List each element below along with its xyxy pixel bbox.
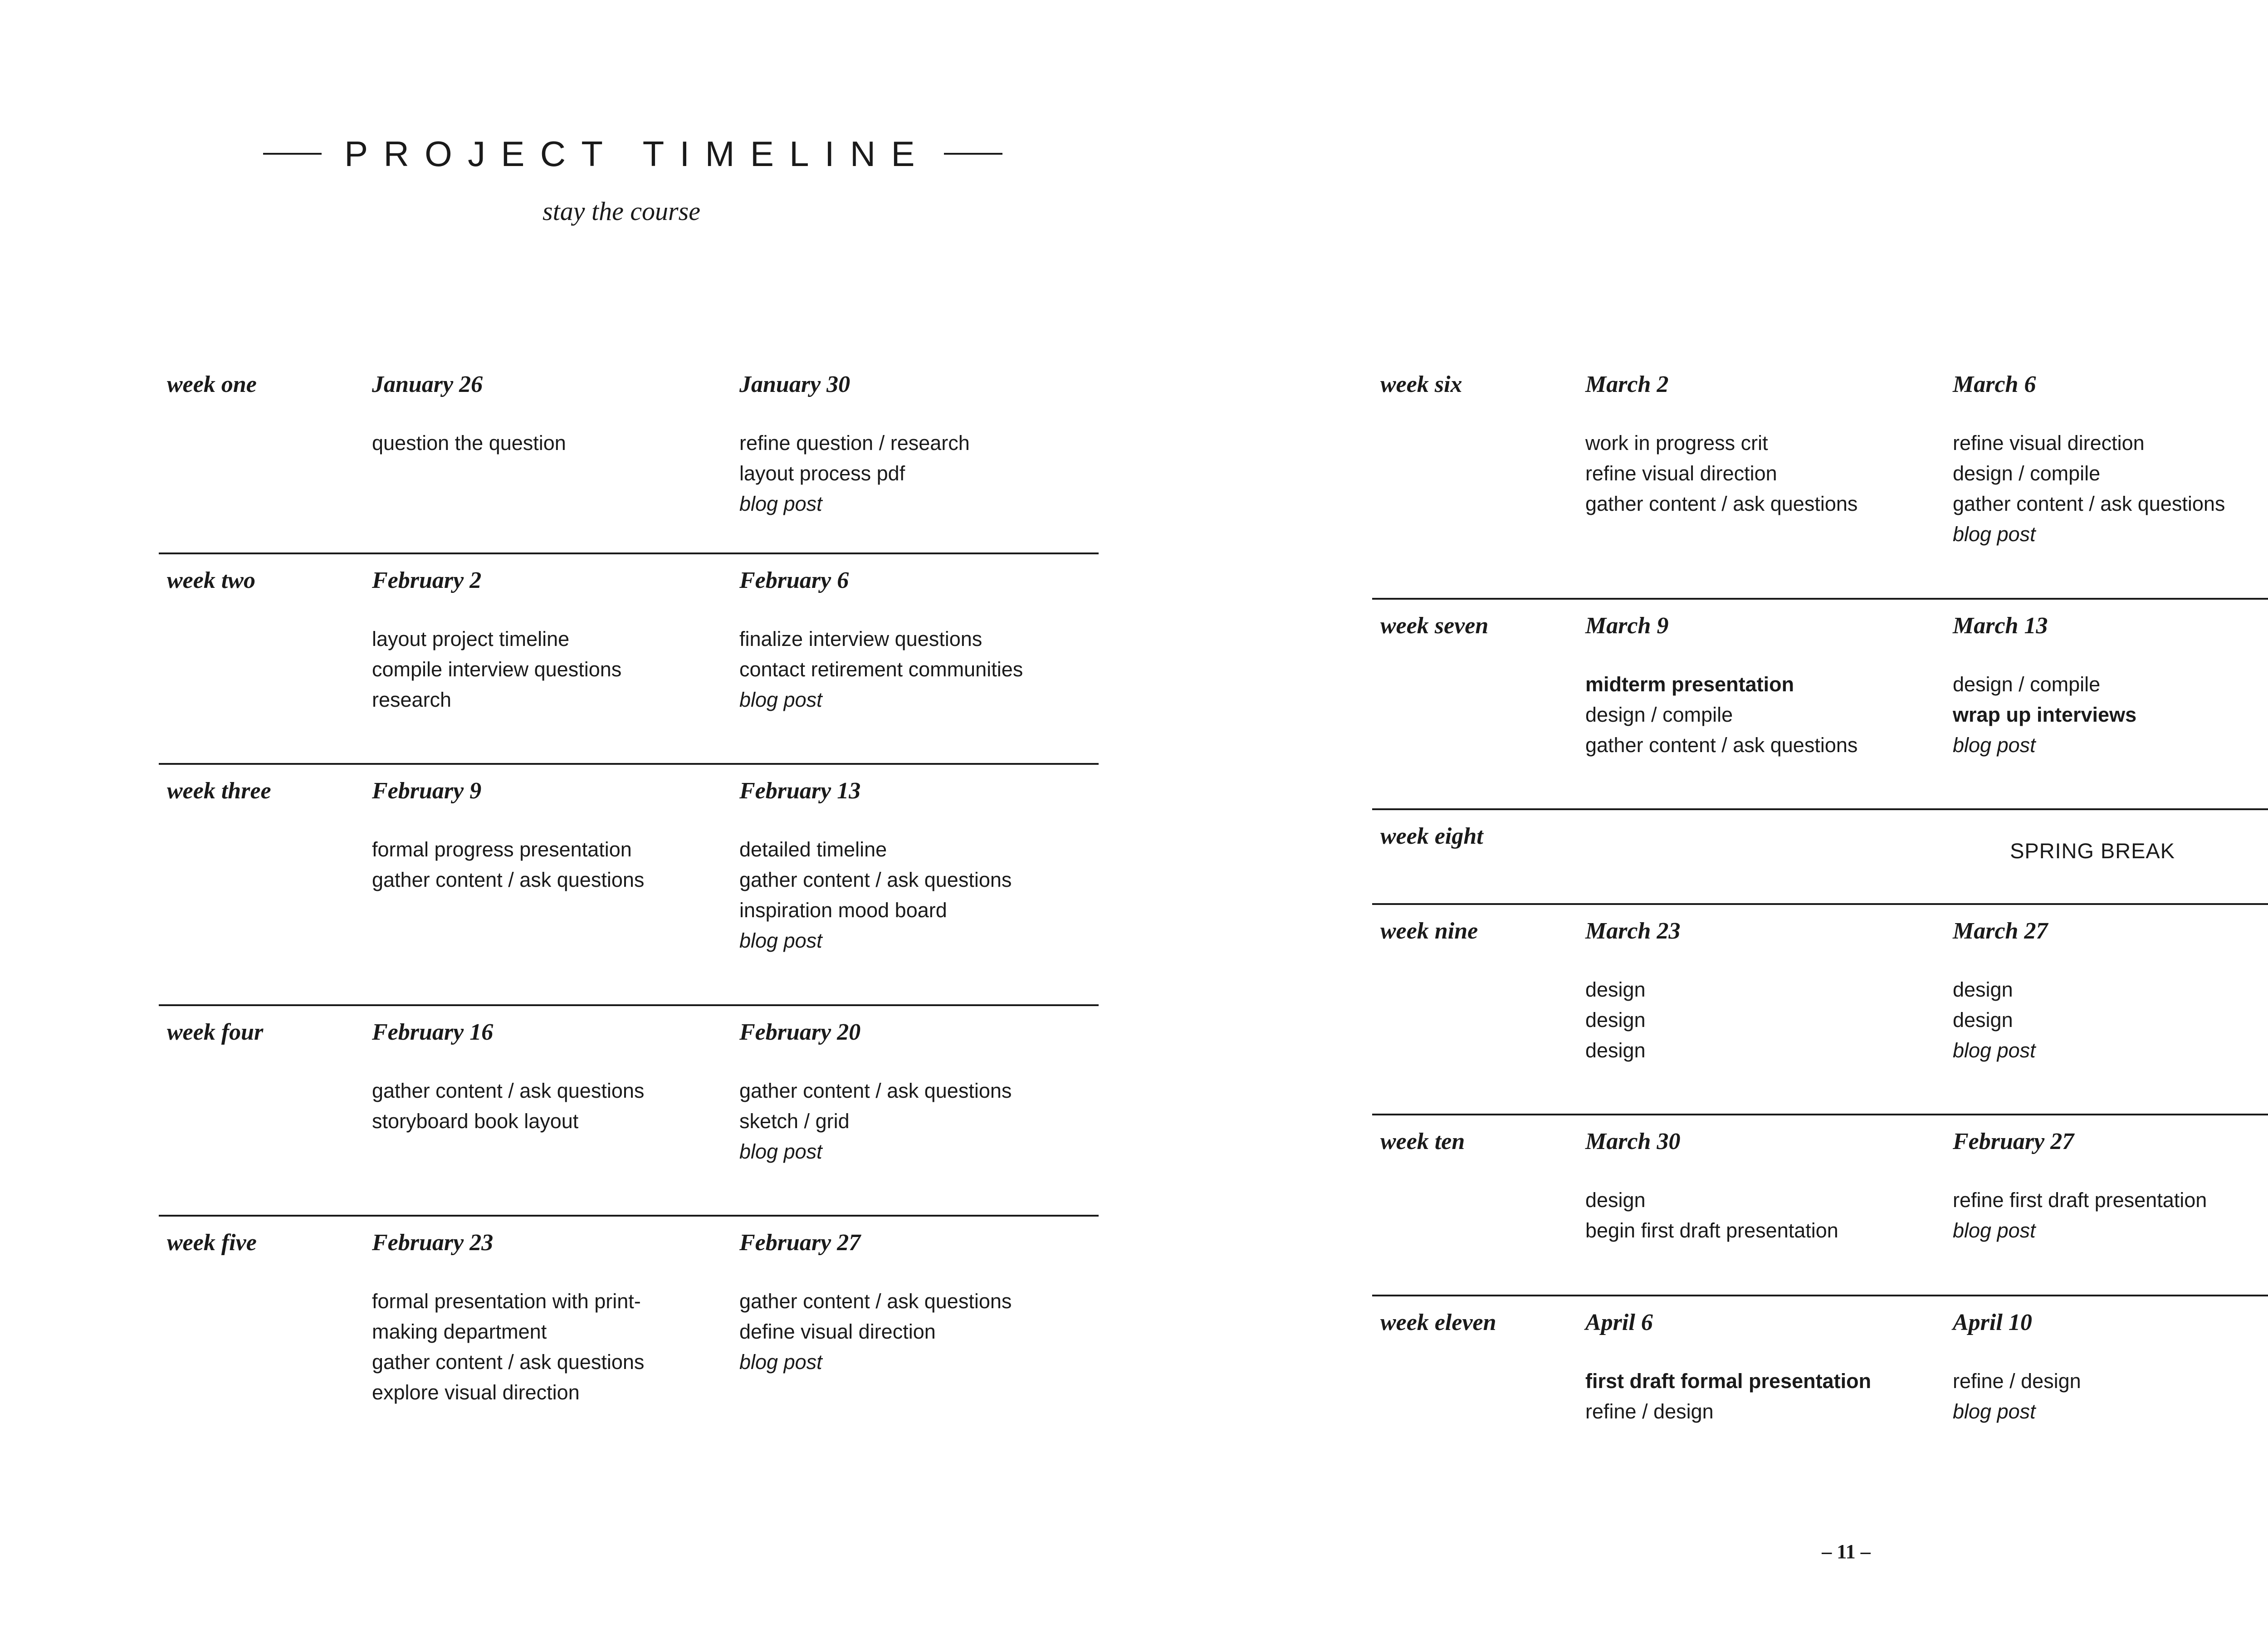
week-label: week four [167,1019,264,1045]
task-item: compile interview questions [372,658,622,681]
day-column [372,1019,735,1136]
task-item: layout project timeline [372,627,570,650]
task-item: contact retirement communities [739,658,1023,681]
task-list [739,834,1102,956]
task-list [1585,669,1948,760]
day-column [739,567,1102,715]
week-row [1372,1296,2268,1478]
task-list [372,1076,735,1136]
title-rule-right [944,153,1002,155]
day-column [372,567,735,715]
task-item: blog post [739,688,822,711]
task-list [739,428,1102,519]
task-item: wrap up interviews [1953,703,2137,726]
page-subtitle: stay the course [543,196,700,226]
title-row [263,134,1002,174]
day-date: February 20 [739,1019,861,1045]
day-date: April 6 [1585,1310,1653,1335]
task-item: gather content / ask questions [1585,733,1858,757]
task-item: blog post [1953,733,2036,757]
day-date: March 30 [1585,1129,1681,1154]
day-date: March 6 [1953,372,2036,397]
week-label: week three [167,778,271,804]
title-rule-left [263,153,322,155]
week-row [159,554,1099,765]
week-label: week six [1380,372,1462,397]
week-row [1372,600,2268,810]
day-column [372,777,735,895]
task-item: gather content / ask questions [739,1290,1012,1313]
task-list [1953,974,2268,1066]
task-item: work in progress crit [1585,431,1768,455]
day-date: February 6 [739,567,849,593]
task-list [1585,974,1948,1066]
day-column [1585,371,1948,519]
task-item: blog post [1953,1400,2036,1423]
task-item: formal progress presentation [372,838,632,861]
day-column [1953,1128,2268,1246]
day-column [1953,918,2268,1066]
day-date: January 26 [372,372,483,397]
task-item: blog post [739,1350,822,1374]
task-item: gather content / ask questions [372,1350,645,1374]
day-date: February 27 [739,1230,861,1256]
task-list [1953,428,2268,549]
task-item: design [1585,1188,1646,1212]
week-label: week nine [1380,918,1478,944]
day-column [372,371,735,458]
day-date: March 27 [1953,918,2048,944]
day-date: February 23 [372,1230,494,1256]
timeline-right [1372,358,2268,1478]
week-row [1372,810,2268,905]
day-column [1585,1128,1948,1246]
task-item: begin first draft presentation [1585,1219,1838,1242]
task-list [372,1286,735,1408]
task-item: gather content / ask questions [739,1079,1012,1102]
day-date: February 13 [739,778,861,804]
day-column [1953,612,2268,760]
task-list [1585,428,1948,519]
task-item: design / compile [1953,673,2101,696]
task-item: gather content / ask questions [739,868,1012,891]
task-item: blog post [739,929,822,952]
page-heading [263,134,1002,226]
week-label: week ten [1380,1129,1465,1154]
task-item: layout process pdf [739,462,905,485]
task-item: design [1585,978,1646,1001]
task-list [372,624,735,715]
task-item: making department [372,1320,547,1343]
week-row [159,1006,1099,1217]
task-item: blog post [1953,523,2036,546]
task-item: gather content / ask questions [1585,492,1858,515]
timeline-left [159,358,1099,1416]
week-row [159,765,1099,1006]
task-list [1585,1185,1948,1246]
day-column [739,1229,1102,1377]
task-item: blog post [739,1140,822,1163]
task-item: design / compile [1953,462,2101,485]
day-column [1953,371,2268,549]
task-item: midterm presentation [1585,673,1794,696]
day-column [1585,612,1948,760]
day-column [1953,1309,2268,1427]
week-row [159,358,1099,554]
day-date: March 23 [1585,918,1681,944]
task-item: refine first draft presentation [1953,1188,2207,1212]
page-number: – 11 – [1822,1540,1871,1563]
day-column [1585,918,1948,1066]
task-item: blog post [1953,1039,2036,1062]
right-page [1225,0,2268,1633]
spring-break-label: SPRING BREAK [2010,839,2175,863]
task-item: storyboard book layout [372,1110,579,1133]
task-item: blog post [739,492,822,515]
task-item: design [1953,1008,2013,1032]
day-date: March 2 [1585,372,1669,397]
task-item: formal presentation with print- [372,1290,641,1313]
day-date: March 13 [1953,613,2048,639]
task-item: refine / design [1953,1369,2081,1393]
day-column [1585,1309,1948,1427]
task-item: refine visual direction [1585,462,1777,485]
task-item: research [372,688,452,711]
day-column [372,1229,735,1408]
day-date: February 9 [372,778,482,804]
week-label: week seven [1380,613,1489,639]
task-item: design / compile [1585,703,1733,726]
task-item: refine question / research [739,431,970,455]
day-column [739,1019,1102,1167]
task-item: design [1953,978,2013,1001]
task-item: refine visual direction [1953,431,2145,455]
task-list [1953,1185,2268,1246]
task-item: detailed timeline [739,838,887,861]
task-item: define visual direction [739,1320,936,1343]
task-list [372,428,735,458]
day-column [739,371,1102,519]
task-item: design [1585,1008,1646,1032]
task-item: inspiration mood board [739,899,947,922]
task-item: explore visual direction [372,1381,580,1404]
week-row [1372,358,2268,600]
task-item: refine / design [1585,1400,1714,1423]
week-label: week five [167,1230,257,1256]
task-item: first draft formal presentation [1585,1369,1872,1393]
task-item: sketch / grid [739,1110,850,1133]
task-list [1953,669,2268,760]
task-item: gather content / ask questions [1953,492,2225,515]
week-row [1372,905,2268,1115]
task-list [1585,1366,1948,1427]
page-title: PROJECT TIMELINE [344,134,930,174]
week-row [159,1217,1099,1416]
week-label: week eight [1380,823,1483,849]
task-item: gather content / ask questions [372,868,645,891]
week-label: week one [167,372,257,397]
task-item: blog post [1953,1219,2036,1242]
day-column [739,777,1102,956]
task-item: question the question [372,431,566,455]
day-date: April 10 [1953,1310,2032,1335]
week-label: week two [167,567,255,593]
day-date: March 9 [1585,613,1669,639]
task-list [1953,1366,2268,1427]
day-date: February 2 [372,567,482,593]
task-list [739,1286,1102,1377]
task-list [372,834,735,895]
day-date: February 27 [1953,1129,2074,1154]
week-label: week eleven [1380,1310,1496,1335]
task-list [739,1076,1102,1167]
task-item: finalize interview questions [739,627,982,650]
task-item: gather content / ask questions [372,1079,645,1102]
day-date: January 30 [739,372,850,397]
week-row [1372,1115,2268,1296]
task-list [739,624,1102,715]
day-date: February 16 [372,1019,494,1045]
task-item: design [1585,1039,1646,1062]
